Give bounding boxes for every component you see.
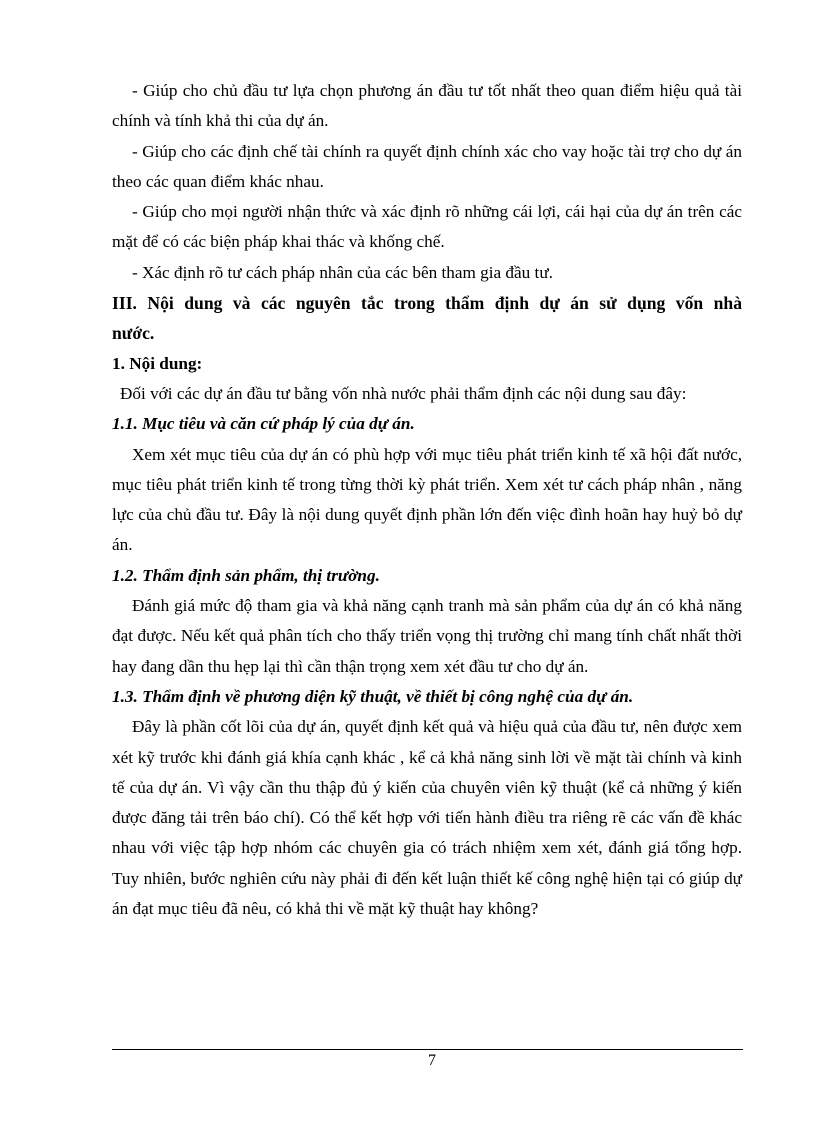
bullet-paragraph: - Giúp cho mọi người nhận thức và xác định rõ những cái lợi, cái hại của dự án trên các mặt để có các biện pháp khai thác và khống chế. [112, 202, 742, 252]
item-paragraph: Xem xét mục tiêu của dự án có phù hợp với mục tiêu phát triển kinh tế xã hội đất nước, mục tiêu phát triển kinh tế trong từng thời kỳ phát triển. Xem xét tư cách pháp nhân , năng lực của chủ đầu tư. Đây là nội dung quyết định phần lớn đến việc đình hoãn hay huỷ bỏ dự án. [112, 444, 742, 555]
page-number: 7 [428, 1052, 436, 1069]
section-heading: III. Nội dung và các nguyên tắc trong thẩm định dự án sử dụng vốn nhà nước. [112, 293, 742, 344]
item-heading: 1.3. Thẩm định về phương diện kỹ thuật, về thiết bị công nghệ của dự án. [112, 686, 634, 706]
bullet-paragraph: - Giúp cho chủ đầu tư lựa chọn phương án đầu tư tốt nhất theo quan điểm hiệu quả tài chính và tính khả thi của dự án. [112, 81, 742, 131]
footer-divider [112, 1049, 743, 1050]
item-heading: 1.2. Thẩm định sản phẩm, thị trường. [112, 565, 380, 585]
bullet-paragraph: - Xác định rõ tư cách pháp nhân của các bên tham gia đầu tư. [132, 262, 553, 282]
bullet-paragraph: - Giúp cho các định chế tài chính ra quyết định chính xác cho vay hoặc tài trợ cho dự án theo các quan điểm khác nhau. [112, 141, 742, 191]
item-paragraph: Đánh giá mức độ tham gia và khả năng cạnh tranh mà sản phẩm của dự án có khả năng đạt được. Nếu kết quả phân tích cho thấy triển vọng thị trường chỉ mang tính chất nhất thời hay đang dần thu hẹp lại thì cần thận trọng xem xét đầu tư cho dự án. [112, 596, 742, 676]
subsection-heading: 1. Nội dung: [112, 353, 203, 373]
intro-paragraph: Đối với các dự án đầu tư bằng vốn nhà nước phải thẩm định các nội dung sau đây: [120, 383, 687, 403]
item-paragraph: Đây là phần cốt lõi của dự án, quyết định kết quả và hiệu quả của đầu tư, nên được xem xét kỹ trước khi đánh giá khía cạnh khác , kể cả khả năng sinh lời về mặt tài chính và kinh tế của dự án. Vì vậy cần thu thập đủ ý kiến của chuyên viên kỹ thuật (kể cả những ý kiến được đăng tải trên báo chí). Có thể kết hợp với tiến hành điều tra riêng rẽ các vấn đề khác nhau với việc tập hợp nhóm các chuyên gia có trách nhiệm xem xét, đánh giá tổng hợp. Tuy nhiên, bước nghiên cứu này phải đi đến kết luận thiết kế công nghệ hiện tại có giúp dự án đạt mục tiêu đã nêu, có khả thi về mặt kỹ thuật hay không? [112, 717, 742, 919]
item-heading: 1.1. Mục tiêu và căn cứ pháp lý của dự án. [112, 414, 415, 434]
document-page [112, 76, 742, 924]
